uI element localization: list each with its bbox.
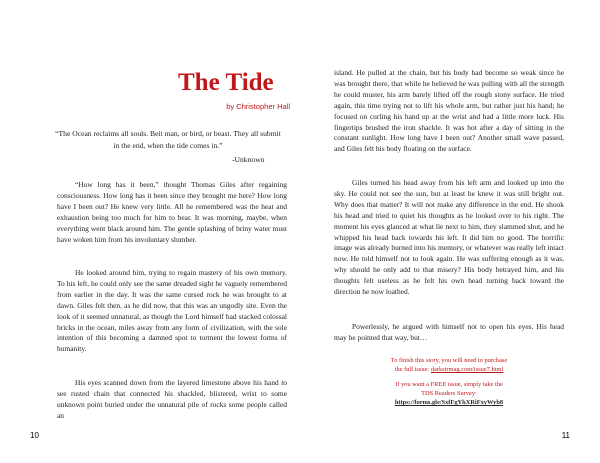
left-paragraph-3: His eyes scanned down from the layered limestone above his hand to see rusted chain that connected his shackled, blistered, wrist to some unknown point buried under the unnatural pile of rocks some people called an	[57, 378, 287, 420]
left-paragraph-2: He looked around him, trying to regain mastery of his own memory. To his left, he could only see the same dreaded sight he vaguely remembered from earlier in the day. It was the same cursed rock he was brought to at dawn. Giles felt then, as he did now, that this was an ungodly site. Even the look of it seemed unnatural, as though the Lord himself had stacked colossal bricks in the ocean, miles away from any form of civilization, with the sole intention of this becoming a damned spot to torment the lowest forms of humanity.	[57, 268, 287, 354]
survey-promo	[334, 380, 564, 408]
left-paragraph-1: “How long has it been,” thought Thomas Giles after regaining consciousness. How long has it been since they brought me here? How long have I been out? He knew very little. All he remembered was the heat and exhaustion being too much for him to bear. It was morning, maybe, when everything went black around him. The gentle splashing of briny water must have woken him from his involuntary slumber.	[57, 180, 287, 244]
story-byline: by Christopher Hall	[226, 102, 290, 111]
survey-link[interactable]: https://forms.gle/SxfFgYhXRiFxyWyb8	[394, 399, 504, 407]
epigraph-quote: “The Ocean reclaims all souls. Beit man, or bird, or beast. They all submit in the end, when the tide comes in.”	[55, 129, 281, 150]
right-page	[300, 0, 600, 463]
right-paragraph-2: Giles turned his head away from his left arm and looked up into the sky. He could not see the sun, but at least he knew it was still bright out. Why does that matter? It will not make any difference in the end. He shook his head and tried to quiet his thoughts as he looked over to his right. The moment his eyes glanced at what lie next to him, they slammed shut, and he whipped his head back towards his left. It did him no good. The horrific image was already burned into his memory, or whatever was really left intact now. He told himself not to look again. He was suffering enough as it was, why should he only add to that misery? His body betrayed him, and his thoughts felt useless as he felt his own head turning back toward the direction he now loathed.	[334, 178, 564, 297]
story-title: The Tide	[178, 69, 274, 96]
survey-promo-text: If you want a FREE issue, simply take the	[395, 381, 503, 388]
right-paragraph-1: island. He pulled at the chain, but his body had become so weak since he was brought there, that while he believed he was pulling with all the strength he could muster, his arm barely lifted off the rough stony surface. He tried again, this time trying not to lift his whole arm, but rather just his hand; he focused on curling his hand up at the wrist and had a little more luck. His fingertips brushed the iron shackle. It was hot after a day of sitting in the constant sunlight. How long have I been out? Another small wave passed, and Giles felt his body floating on the surface.	[334, 68, 564, 154]
page-number-right: 11	[561, 431, 570, 440]
purchase-promo-label: the full issue:	[394, 366, 430, 374]
purchase-promo-text: To finish this story, you will need to purchase	[390, 357, 508, 364]
purchase-promo	[334, 356, 564, 374]
epigraph-attribution: -Unknown	[232, 155, 265, 164]
purchase-issue-link[interactable]: darkstrmag.com/issue7.html	[430, 366, 504, 374]
survey-promo-label: TDS Readers Survey:	[421, 390, 477, 398]
page-number-left: 10	[30, 431, 39, 440]
right-paragraph-3: Powerlessly, he argued with himself not to open his eyes. His head may be pointed that way, but…	[334, 322, 564, 342]
